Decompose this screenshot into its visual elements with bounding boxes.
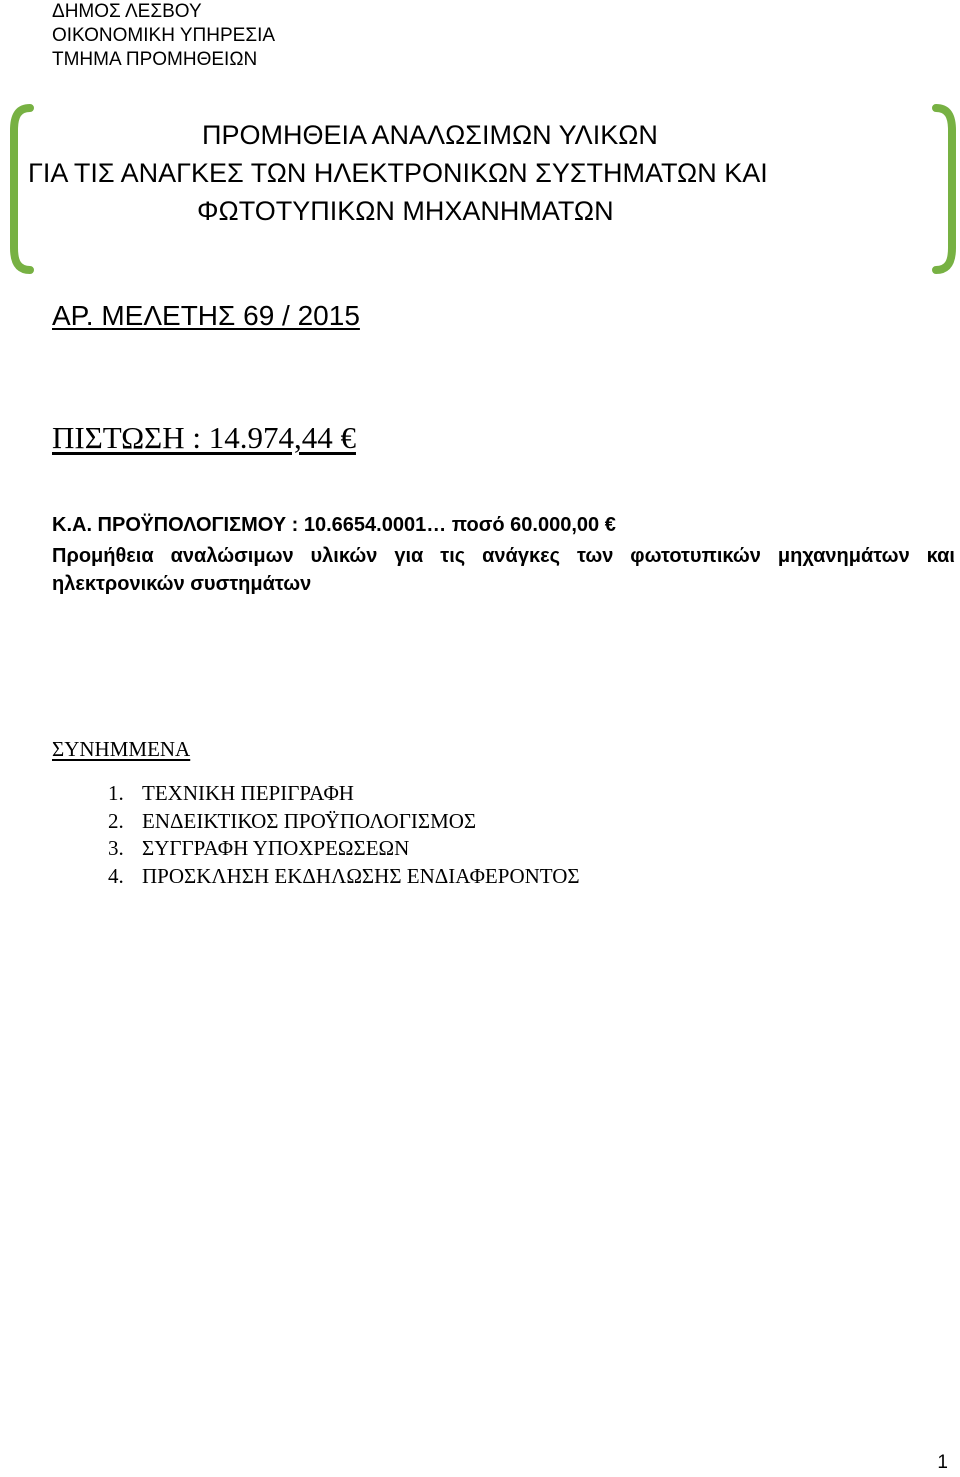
- attachment-label: ΠΡΟΣΚΛΗΣΗ ΕΚΔΗΛΩΣΗΣ ΕΝΔΙΑΦΕΡΟΝΤΟΣ: [142, 863, 580, 888]
- attachment-number: 2.: [108, 808, 124, 833]
- attachment-label: ΕΝΔΕΙΚΤΙΚΟΣ ΠΡΟΫΠΟΛΟΓΙΣΜΟΣ: [142, 808, 477, 833]
- budget-code-line: Κ.Α. ΠΡΟΫΠΟΛΟΓΙΣΜΟΥ : 10.6654.0001… ποσό 60.000,00 €: [52, 514, 616, 536]
- title-line-1: ΠΡΟΜΗΘΕΙΑ ΑΝΑΛΩΣΙΜΩΝ ΥΛΙΚΩΝ: [202, 120, 658, 150]
- attachment-number: 1.: [108, 781, 124, 805]
- title-line-2: ΓΙΑ ΤΙΣ ΑΝΑΓΚΕΣ ΤΩΝ ΗΛΕΚΤΡΟΝΙΚΩΝ ΣΥΣΤΗΜΑΤΩΝ ΚΑΙ: [28, 158, 768, 188]
- attachment-item: [108, 863, 580, 891]
- description: Προμήθεια αναλώσιμων υλικών για τις ανάγκες των φωτοτυπικών μηχανημάτων και ηλεκτρονικών συστημάτων: [52, 545, 955, 595]
- right-bracket-shape: [936, 108, 952, 270]
- header-line-service: ΟΙΚΟΝΟΜΙΚΗ ΥΠΗΡΕΣΙΑ: [52, 25, 276, 46]
- credit-amount: ΠΙΣΤΩΣΗ : 14.974,44 €: [52, 420, 356, 455]
- attachment-item: [108, 835, 580, 863]
- page-number: 1: [937, 1452, 948, 1473]
- title-line-3: ΦΩΤΟΤΥΠΙΚΩΝ ΜΗΧΑΝΗΜΑΤΩΝ: [197, 196, 614, 226]
- attachment-number: 3.: [108, 836, 124, 860]
- attachment-number: 4.: [108, 863, 124, 888]
- attachment-label: ΣΥΓΓΡΑΦΗ ΥΠΟΧΡΕΩΣΕΩΝ: [142, 836, 410, 860]
- attachments-heading: ΣΥΝΗΜΜΕΝΑ: [52, 737, 191, 761]
- title-block: [8, 104, 958, 274]
- header-line-department: ΤΜΗΜΑ ΠΡΟΜΗΘΕΙΩΝ: [52, 49, 258, 70]
- study-number: ΑΡ. ΜΕΛΕΤΗΣ 69 / 2015: [52, 300, 360, 331]
- attachment-item: [108, 808, 580, 836]
- attachment-item: [108, 780, 580, 808]
- attachment-label: ΤΕΧΝΙΚΗ ΠΕΡΙΓΡΑΦΗ: [142, 781, 354, 805]
- header-line-municipality: ΔΗΜΟΣ ΛΕΣΒΟΥ: [52, 1, 202, 22]
- attachments-list: [108, 780, 580, 890]
